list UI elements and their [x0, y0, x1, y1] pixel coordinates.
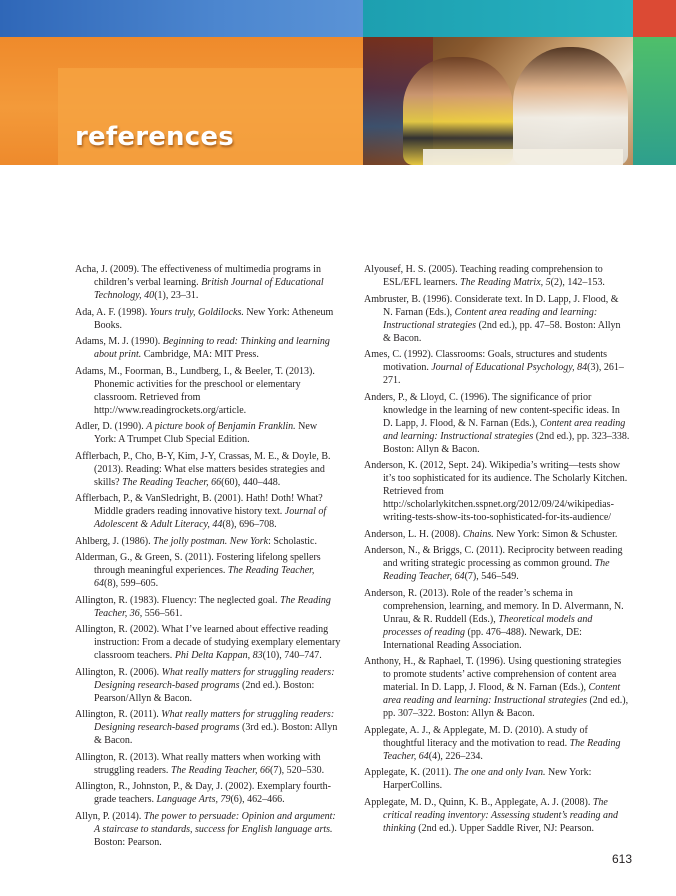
- reference-text-segment: (7), 520–530.: [270, 764, 325, 776]
- reference-text-segment: Afflerbach, P., Cho, B-Y, Kim, J-Y, Crassas, M. E., & Doyle, B. (2013). Reading: What else matters besides strategies and skills?: [75, 450, 331, 488]
- reference-entry: [364, 796, 630, 835]
- reference-text-segment: Allington, R. (2002). What I’ve learned about effective reading instruction: From a decade of studying exemplary elementary classroom teachers.: [75, 624, 341, 661]
- reference-text-segment: The one and only Ivan.: [453, 767, 546, 778]
- reference-text-segment: New York: HarperCollins.: [383, 767, 592, 791]
- reference-entry: [364, 293, 630, 345]
- reference-entry: [75, 551, 341, 590]
- reference-text-segment: (2nd ed.), pp. 47–58. Boston: Allyn & Bacon.: [383, 319, 621, 344]
- reference-entry: [75, 535, 341, 548]
- reference-text-segment: Allington, R. (2013). What really matters when working with struggling readers.: [75, 751, 321, 776]
- blue-color-strip: [0, 0, 363, 37]
- reference-text-segment: Alderman, G., & Green, S. (2011). Fostering lifelong spellers through meaningful experiences.: [75, 552, 321, 576]
- reference-text-segment: Anderson, R. (2013). Role of the reader’s schema in comprehension, learning, and memory. In D. Alvermann, N. Unrau, & R. Ruddell (Eds.),: [364, 587, 624, 625]
- reference-text-segment: The Reading Teacher, 64: [94, 565, 315, 589]
- reference-text-segment: (60), 440–448.: [221, 476, 281, 488]
- references-column-right: [364, 263, 630, 838]
- reference-text-segment: (2nd ed.). Upper Saddle River, NJ: Pearson.: [415, 822, 594, 834]
- reference-text-segment: The Reading Teacher, 66: [122, 476, 222, 488]
- reference-text-segment: (10), 740–747.: [262, 650, 322, 661]
- reference-text-segment: Ames, C. (1992). Classrooms: Goals, structures and students motivation.: [364, 349, 608, 373]
- reference-text-segment: The Reading Teacher, 66: [170, 764, 271, 776]
- green-color-strip: [633, 37, 676, 165]
- reference-entry: [75, 751, 341, 777]
- reference-text-segment: (2nd ed.), pp. 323–338. Boston: Allyn & Bacon.: [383, 430, 630, 455]
- reference-text-segment: Journal of Educational Psychology, 84: [431, 362, 588, 373]
- reference-entry: [75, 810, 341, 849]
- reference-text-segment: (4), 226–234.: [428, 750, 483, 762]
- reference-text-segment: New York: Atheneum Books.: [94, 306, 334, 331]
- reference-text-segment: Applegate, M. D., Quinn, K. B., Applegate, A. J. (2008).: [364, 796, 593, 808]
- references-column-left: [75, 263, 341, 852]
- reference-entry: [364, 766, 630, 792]
- reference-text-segment: (3rd ed.). Boston: Allyn & Bacon.: [94, 722, 338, 746]
- reference-text-segment: Acha, J. (2009). The effectiveness of multimedia programs in children’s verbal learning.: [75, 264, 321, 288]
- reference-text-segment: Allington, R. (2011).: [75, 709, 162, 720]
- reference-text-segment: The Reading Matrix, 5: [460, 277, 551, 288]
- references-banner: [0, 0, 676, 165]
- reference-text-segment: Yours truly, Goldilocks.: [149, 306, 244, 318]
- reference-text-segment: The power to persuade: Opinion and argument: A staircase to standards, success for English language arts.: [94, 810, 336, 835]
- reference-text-segment: Ada, A. F. (1998).: [75, 306, 150, 318]
- reference-text-segment: Allyn, P. (2014).: [75, 810, 144, 822]
- reference-entry: [75, 263, 341, 302]
- red-color-strip: [633, 0, 676, 37]
- reference-entry: [75, 708, 341, 747]
- reference-text-segment: What really matters for struggling readers: Designing research-based programs: [94, 666, 335, 691]
- reference-entry: [75, 623, 341, 662]
- reference-entry: [364, 348, 630, 387]
- reference-text-segment: Theoretical models and processes of reading: [383, 613, 593, 638]
- reference-text-segment: Allington, R. (1983). Fluency: The neglected goal.: [75, 594, 281, 606]
- reference-entry: [75, 450, 341, 489]
- reference-text-segment: Afflerbach, P., & VanSledright, B. (2001). Hath! Doth! What? Middle graders reading innovative history text.: [75, 493, 323, 517]
- reference-text-segment: (1), 23–31.: [154, 290, 199, 301]
- reference-text-segment: Cambridge, MA: MIT Press.: [141, 349, 259, 360]
- reference-entry: [364, 544, 630, 583]
- reference-entry: [75, 335, 341, 361]
- students-reading-photo: [363, 37, 633, 165]
- reference-text-segment: : Scholastic.: [268, 535, 317, 547]
- reference-entry: [75, 594, 341, 620]
- reference-entry: [364, 528, 630, 541]
- reference-text-segment: (7), 546–549.: [464, 571, 519, 582]
- teal-color-strip: [363, 0, 633, 37]
- reference-text-segment: (2), 142–153.: [550, 277, 605, 288]
- reference-text-segment: A picture book of Benjamin Franklin.: [146, 421, 296, 432]
- reference-text-segment: The Reading Teacher, 36,: [94, 594, 331, 619]
- reference-text-segment: Chains.: [462, 528, 494, 540]
- reference-text-segment: Ahlberg, J. (1986).: [75, 535, 154, 547]
- reference-entry: [364, 391, 630, 456]
- reference-text-segment: (2nd ed.). Boston: Pearson/Allyn & Bacon.: [94, 679, 315, 704]
- reference-text-segment: Ambruster, B. (1996). Considerate text. In D. Lapp, J. Flood, & N. Farnan (Eds.),: [364, 293, 619, 318]
- reference-text-segment: The critical reading inventory: Assessing student’s reading and thinking: [383, 796, 618, 834]
- reference-entry: [75, 365, 341, 417]
- reference-text-segment: New York: A Trumpet Club Special Edition.: [94, 421, 318, 445]
- reference-text-segment: Allington, R., Johnston, P., & Day, J. (2002). Exemplary fourth-grade teachers.: [75, 781, 332, 805]
- reference-text-segment: Anderson, K. (2012, Sept. 24). Wikipedia’s writing—tests show it’s too sophisticated for its audience. The Scholarly Kitchen. Retrieved from http://scholarlykitchen.sspnet.org/2012/09/24/wikipedias-writing-tests-show-its-too-sophisticated-for-its-audience/: [364, 460, 628, 523]
- reference-entry: [364, 655, 630, 720]
- reference-entry: [364, 263, 630, 289]
- reference-text-segment: Anthony, H., & Raphael, T. (1996). Using questioning strategies to promote students’ active comprehension of content area material. In D. Lapp, J. Flood, & N. Farnan (Eds.),: [364, 656, 622, 693]
- reference-text-segment: British Journal of Educational Technology, 40: [94, 277, 324, 301]
- reference-text-segment: Content area reading and learning: Instructional strategies: [383, 306, 598, 331]
- reference-text-segment: Allington, R. (2006).: [75, 666, 162, 678]
- reference-entry: [75, 420, 341, 446]
- reference-text-segment: (8), 599–605.: [104, 578, 159, 589]
- reference-text-segment: Phi Delta Kappan, 83: [174, 650, 263, 661]
- reference-text-segment: The jolly postman. New York: [153, 535, 269, 547]
- reference-entry: [75, 306, 341, 332]
- reference-text-segment: Anders, P., & Lloyd, C. (1996). The significance of prior knowledge in the learning of new content-specific ideas. In D. Lapp, J. Flood, & N. Farnan (Eds.),: [364, 391, 620, 429]
- reference-entry: [364, 459, 630, 524]
- reference-text-segment: (2nd ed.), pp. 307–322. Boston: Allyn & Bacon.: [383, 695, 629, 719]
- reference-entry: [364, 724, 630, 763]
- reference-text-segment: The Reading Teacher, 64: [383, 558, 610, 582]
- reference-text-segment: Content area reading and learning: Instructional strategies: [383, 682, 621, 706]
- reference-text-segment: Boston: Pearson.: [94, 836, 162, 848]
- reference-text-segment: Journal of Adolescent & Adult Literacy, 44: [94, 506, 327, 530]
- reference-text-segment: Anderson, N., & Briggs, C. (2011). Reciprocity between reading and writing strategic processing as common ground.: [364, 545, 623, 569]
- reference-text-segment: Language Arts, 79: [156, 794, 231, 805]
- reference-entry: [75, 780, 341, 806]
- reference-text-segment: Applegate, K. (2011).: [364, 767, 454, 778]
- reference-text-segment: 556–561.: [142, 607, 183, 619]
- open-book: [423, 149, 623, 165]
- reference-text-segment: Adler, D. (1990).: [75, 421, 147, 432]
- reference-entry: [364, 587, 630, 652]
- reference-text-segment: Adams, M. J. (1990).: [75, 336, 163, 347]
- reference-text-segment: New York: Simon & Schuster.: [493, 528, 618, 540]
- reference-text-segment: (8), 696–708.: [222, 519, 277, 530]
- reference-text-segment: Applegate, A. J., & Applegate, M. D. (2010). A study of thoughtful literacy and the motivation to read.: [364, 724, 588, 749]
- reference-text-segment: (6), 462–466.: [230, 794, 285, 805]
- reference-text-segment: Alyousef, H. S. (2005). Teaching reading comprehension to ESL/EFL learners.: [364, 264, 603, 288]
- student-figure: [513, 47, 628, 165]
- reference-text-segment: Content area reading and learning: Instructional strategies: [383, 417, 626, 442]
- reference-text-segment: Anderson, L. H. (2008).: [364, 528, 463, 540]
- page-number: 613: [612, 852, 633, 866]
- reference-text-segment: The Reading Teacher, 64: [383, 737, 621, 762]
- reference-text-segment: What really matters for struggling readers: Designing research-based programs: [94, 709, 335, 733]
- reference-entry: [75, 666, 341, 705]
- page-title: references: [75, 122, 234, 152]
- reference-text-segment: (pp. 476–488). Newark, DE: International Reading Association.: [383, 626, 582, 651]
- reference-text-segment: Adams, M., Foorman, B., Lundberg, I., & Beeler, T. (2013). Phonemic activities for the preschool or elementary classroom. Retrieved from http://www.readingrockets.org/article.: [75, 365, 315, 416]
- reference-text-segment: Beginning to read: Thinking and learning about print.: [94, 336, 330, 360]
- reference-text-segment: (3), 261–271.: [383, 362, 624, 386]
- reference-entry: [75, 492, 341, 531]
